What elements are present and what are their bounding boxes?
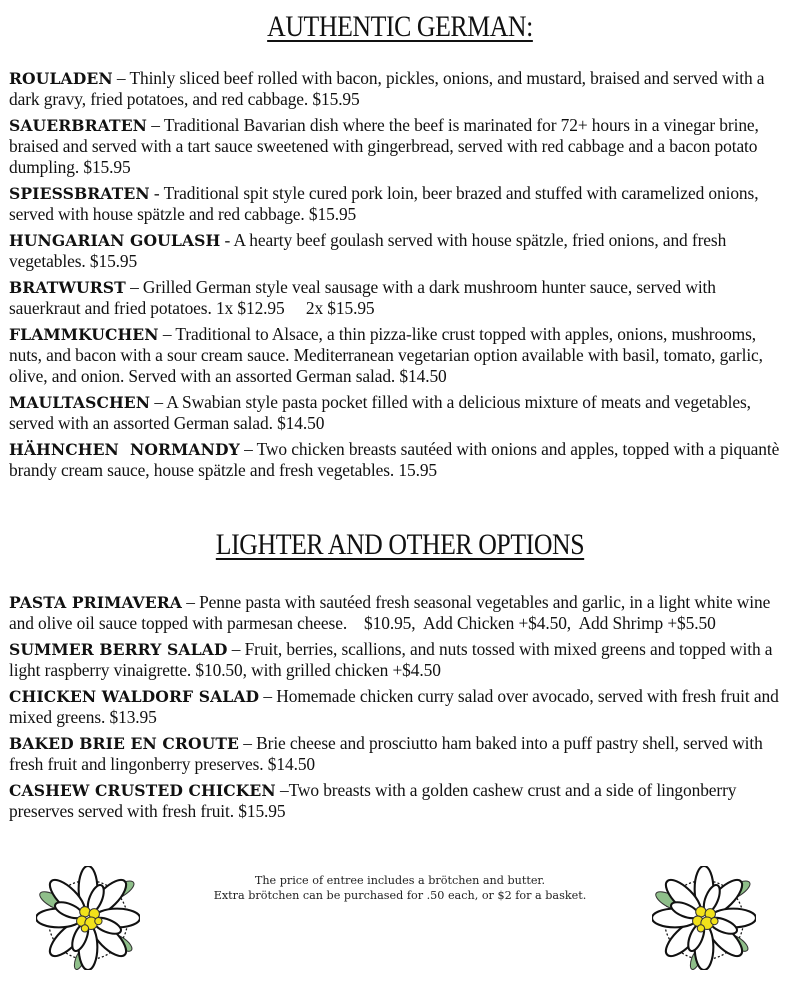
section-title-text: LIGHTER AND OTHER OPTIONS bbox=[215, 528, 585, 561]
item-name: SPIESSBRATEN bbox=[9, 184, 150, 203]
edelweiss-flower-icon bbox=[36, 866, 140, 970]
item-separator: – bbox=[239, 733, 257, 753]
item-separator: – bbox=[259, 686, 277, 706]
menu-item-maultaschen bbox=[9, 392, 785, 434]
item-description: Traditional Bavarian dish where the beef is marinated for 72+ hours in a vinegar brine, braised and served with a tart sauce sweetened with gingerbread, served with red cabbage and a bacon potato dumpling. $15.95 bbox=[9, 115, 759, 177]
footer-line-2: Extra brötchen can be purchased for .50 each, or $2 for a basket. bbox=[213, 889, 587, 902]
item-description: A Swabian style pasta pocket filled with a delicious mixture of meats and vegetables, served with an assorted German salad. $14.50 bbox=[9, 392, 751, 433]
lighter-options-list bbox=[9, 592, 785, 827]
item-separator: - bbox=[220, 230, 234, 250]
item-name: CHICKEN WALDORF SALAD bbox=[9, 687, 260, 706]
menu-item-summer-berry-salad bbox=[9, 639, 785, 681]
item-name: BAKED BRIE EN CROUTE bbox=[9, 734, 240, 753]
footer-note bbox=[170, 873, 630, 903]
item-description: Traditional spit style cured pork loin, beer brazed and stuffed with caramelized onions, served with house spätzle and red cabbage. $15.95 bbox=[9, 183, 759, 224]
item-name: HUNGARIAN GOULASH bbox=[9, 231, 221, 250]
menu-item-spiessbraten bbox=[9, 183, 785, 225]
menu-item-hungarian-goulash bbox=[9, 230, 785, 272]
item-separator: – bbox=[239, 439, 257, 459]
item-separator: - bbox=[149, 183, 164, 203]
item-name: SUMMER BERRY SALAD bbox=[9, 640, 228, 659]
menu-item-sauerbraten bbox=[9, 115, 785, 178]
menu-item-baked-brie bbox=[9, 733, 785, 775]
authentic-german-list bbox=[9, 68, 785, 486]
edelweiss-flower-icon bbox=[652, 866, 756, 970]
item-description: Penne pasta with sautéed fresh seasonal vegetables and garlic, in a light white wine and olive oil sauce topped with parmesan cheese. $10.95, Add Chicken +$4.50, Add Shrimp +$5.50 bbox=[9, 592, 775, 633]
item-separator: – bbox=[147, 115, 164, 135]
menu-item-rouladen bbox=[9, 68, 785, 110]
item-name: PASTA PRIMAVERA bbox=[9, 593, 182, 612]
item-description: Traditional to Alsace, a thin pizza-like crust topped with apples, onions, mushrooms, nuts, and bacon with a sour cream sauce. Mediterranean vegetarian option available with basil, tomato, garlic, olive, and onion. Served with an assorted German salad. $14.50 bbox=[9, 324, 763, 386]
item-description: Homemade chicken curry salad over avocado, served with fresh fruit and mixed greens. $13.95 bbox=[9, 686, 779, 727]
item-description: Two chicken breasts sautéed with onions and apples, topped with a piquantè brandy cream sauce, house spätzle and fresh vegetables. 15.95 bbox=[9, 439, 784, 480]
item-description: Grilled German style veal sausage with a dark mushroom hunter sauce, served with sauerkraut and fried potatoes. 1x $12.95 2x $15.95 bbox=[9, 277, 721, 318]
item-separator: – bbox=[112, 68, 130, 88]
item-separator: – bbox=[125, 277, 143, 297]
section-title-authentic-german bbox=[56, 10, 744, 44]
menu-item-cashew-crusted-chicken bbox=[9, 780, 785, 822]
section-title-lighter-options bbox=[56, 528, 744, 562]
footer-line-1: The price of entree includes a brötchen and butter. bbox=[254, 874, 546, 887]
menu-item-bratwurst bbox=[9, 277, 785, 319]
item-description: Two breasts with a golden cashew crust and a side of lingonberry preserves served with fresh fruit. $15.95 bbox=[9, 780, 737, 821]
item-description: Fruit, berries, scallions, and nuts tossed with mixed greens and topped with a light raspberry vinaigrette. $10.50, with grilled chicken +$4.50 bbox=[9, 639, 773, 680]
menu-item-hahnchen-normandy bbox=[9, 439, 785, 481]
item-separator: – bbox=[275, 780, 289, 800]
item-description: Brie cheese and prosciutto ham baked into a puff pastry shell, served with fresh fruit and lingonberry preserves. $14.50 bbox=[9, 733, 763, 774]
item-name: MAULTASCHEN bbox=[9, 393, 151, 412]
menu-item-pasta-primavera bbox=[9, 592, 785, 634]
section-title-text: AUTHENTIC GERMAN: bbox=[267, 10, 533, 43]
item-separator: – bbox=[158, 324, 176, 344]
item-separator: – bbox=[150, 392, 167, 412]
item-name: SAUERBRATEN bbox=[9, 116, 148, 135]
item-separator: – bbox=[227, 639, 245, 659]
item-name: HÄHNCHEN NORMANDY bbox=[9, 440, 240, 459]
item-description: Thinly sliced beef rolled with bacon, pickles, onions, and mustard, braised and served with a dark gravy, fried potatoes, and red cabbage. $15.95 bbox=[9, 68, 765, 109]
item-name: FLAMMKUCHEN bbox=[9, 325, 159, 344]
item-separator: – bbox=[181, 592, 200, 612]
item-name: BRATWURST bbox=[9, 278, 126, 297]
menu-item-chicken-waldorf-salad bbox=[9, 686, 785, 728]
item-name: CASHEW CRUSTED CHICKEN bbox=[9, 781, 276, 800]
item-name: ROULADEN bbox=[9, 69, 113, 88]
menu-item-flammkuchen bbox=[9, 324, 785, 387]
item-description: A hearty beef goulash served with house spätzle, fried onions, and fresh vegetables. $15.95 bbox=[9, 230, 727, 271]
